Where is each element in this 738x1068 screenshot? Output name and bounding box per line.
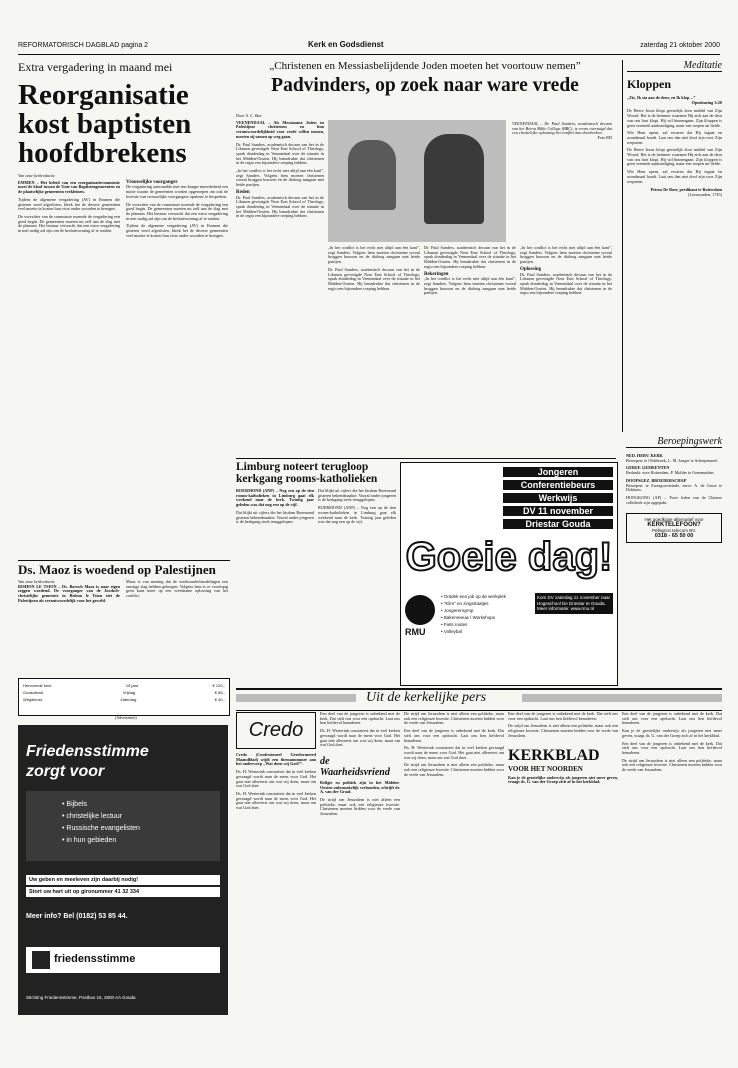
fs-title2: zorgt voor xyxy=(26,763,105,780)
padvinders-body: Dr. Paul Sanders, academisch decaan van het in de Libanon gevestigde Near East School of Theology, sprak donderdag in Veenendaal over de situatie in het Midden-Oosten. Hij benadrukte dat christenen in de regio een bijzondere roeping hebben. xyxy=(236,141,324,166)
maoz-headline: Ds. Maoz is woedend op Palestijnen xyxy=(18,563,216,577)
pers-col4-body2: De strijd om Jeruzalem is niet alleen een politieke, maar ook een religieuze kwestie. Christenen moeten bidden voor de vrede van Jeruzalem. xyxy=(508,723,618,738)
classified-cell: Zaterdag xyxy=(120,697,137,702)
meditatie-ref: Openbaring 3:20 xyxy=(691,99,722,105)
rmu-item: • "Klim" en zingstraatjes xyxy=(441,601,489,606)
rmu-ad xyxy=(400,462,618,686)
credo-body-repeat: Ds. H. Westerink constateert dat in veel kerken gevraagd wordt naar de mens voor God. Het gaat niet allereerst om wat wij doen, maar om wat God doet. xyxy=(236,790,316,811)
pers-col3-body: De strijd om Jeruzalem is niet alleen een politieke, maar ook een religieuze kwestie. Christenen moeten bidden voor de vrede van Jeruzalem. xyxy=(404,712,504,726)
header-center: Kerk en Godsdienst xyxy=(308,40,384,49)
waarheidsvriend-sub: Religie en politiek zijn in het Midden-Oosten onlosmakelijk verbonden, schrijft dr. A. van der Graaf. xyxy=(320,779,400,795)
pellegron-line1: Het goedkope alternatief voor xyxy=(644,517,704,523)
meditatie-title: Kloppen xyxy=(627,77,672,91)
limburg-headline: Limburg noteert terugloop kerkgang rooms-katholieken xyxy=(236,462,378,485)
credo-title: Credo xyxy=(236,712,316,749)
kerkblad-body: Kan je de geestelijke onderwijs als jongeren niet meer geven, vraagt ds. G. van der Groep zich af in het kerkblad. xyxy=(508,774,618,785)
pers-col3 xyxy=(404,712,504,1012)
padvinders-col4-body2: Dr. Paul Sanders, academisch decaan van het in de Libanon gevestigde Near East School of Theology, sprak donderdag in Veenendaal over de situatie in het Midden-Oosten. Hij benadrukte dat christenen in de regio een bijzondere roeping hebben. xyxy=(520,271,612,296)
pers-banner xyxy=(236,688,722,711)
classified-cell: € 120,- xyxy=(212,683,225,688)
meditatie-body2-repeat: Wie Hem opent, zal ervaren dat Hij ingaat en avondmaal houdt. Laat ons dan niet doof zijn voor Zijn roepstem. xyxy=(627,169,722,184)
rmu-item: • Ontdek een job op de werkplek xyxy=(441,594,506,599)
classified-cell: € 85,- xyxy=(214,690,225,695)
pellegron-line4: 0318 - 65 50 00 xyxy=(654,533,694,540)
pers-col2-body2: Ds. H. Westerink constateert dat in veel kerken gevraagd wordt naar de mens voor God. Het gaat niet allereerst om wat wij doen, maar om wat God doet. xyxy=(320,728,400,748)
fs-giro: Stort uw hart uit op gironummer 41 32 334 xyxy=(26,887,220,897)
beroeping-s3: DOOPSGEZ. BROEDERSCHAP xyxy=(626,477,687,483)
limburg-lead-col2: ROERMOND (ANP) – Nog een op de tien rooms-katholieken in Limburg gaat elk weekend naar de kerk. Twintig jaar geleden was dat nog een op de vijf. xyxy=(318,505,396,525)
beroeping-tag: Beroepingswerk xyxy=(626,436,722,448)
pellegron-ad xyxy=(626,513,722,543)
padvinders-col3-body2: „In het conflict is het recht niet altijd aan één kant”, zegt Sanders. Volgens hem moeten christenen vooral bruggen bouwen en de dialoog aangaan met beide partijen. xyxy=(424,276,516,296)
pers-col5-body3: Een deel van de jongeren is onbekend met de kerk. Dat stelt ons voor een opdracht. Laat ons hen liefdevol benaderen. xyxy=(622,740,722,755)
baptisten-body3: De vergadering aanvaardde met een krappe meerderheid een motie waarin de gemeenten worden opgeroepen om ook de kwestie van vrouwelijke voorgangers opnieuw te bespreken. xyxy=(126,184,228,199)
pers-col5-body4: De strijd om Jeruzalem is niet alleen een politieke, maar ook een religieuze kwestie. Christenen moeten bidden voor de vrede van Jeruzalem. xyxy=(622,757,722,773)
rmu-logo-icon xyxy=(405,595,435,625)
fs-bullet: • Russische evangelisten xyxy=(62,825,140,832)
padvinders-body-repeat: Dr. Paul Sanders, academisch decaan van het in de Libanon gevestigde Near East School of Theology, sprak donderdag in Veenendaal over de situatie in het Midden-Oosten. Hij benadrukte dat christenen in de regio een bijzondere roeping hebben. xyxy=(236,194,324,219)
padvinders-article xyxy=(236,60,614,455)
classified-row xyxy=(23,689,225,696)
fs-photo xyxy=(26,791,220,861)
limburg-body: Dat blijkt uit cijfers die het bisdom Roermond gisteren bekendmaakte. Vooral onder jongeren is de kerkgang sterk teruggelopen. xyxy=(236,509,314,525)
pers-col5-body2: Kan je de geestelijke onderwijs als jongeren niet meer geven, vraagt ds. G. van der Groep zich af in het kerkblad. xyxy=(622,728,722,738)
credo-column xyxy=(236,712,316,1012)
rmu-place: Driestar Gouda xyxy=(503,519,613,529)
beroepingswerk xyxy=(622,436,722,686)
baptisten-subhead: Vrouwelijke voorganger xyxy=(126,179,178,185)
maoz-body: Maoz is van mening dat de vredesonderhandelingen een ernstige slag hebben gekregen. Volgens hem is er voorlopig geen kans meer op een vreedzame oplossing van het conflict. xyxy=(126,579,228,599)
pers-col2-body: Een deel van de jongeren is onbekend met de kerk. Dat stelt ons voor een opdracht. Laat ons hen liefdevol benaderen. xyxy=(320,712,400,726)
credo-sub: Credo (Confessioneel Gereformeerd Maandblad) wijdt een themanummer aan het onderwerp „Wat doen wij God?”. xyxy=(236,752,316,767)
beroeping-s4-text: HONGKONG (AP) – Twee leden van de Chinese volkskerk zijn opgepakt. xyxy=(626,494,722,505)
padvinders-subhead: Reden xyxy=(236,189,250,195)
meditatie-body: De Heere Jezus klopt geestelijk door middel van Zijn Woord. Het is de herinner waarmee Hij zich aan de deur van ons hart klopt. Hij wil binnengaan. Zijn kloppen is geen vreemde aankondiging, maar een roepen uit liefde. xyxy=(627,108,722,128)
padvinders-kicker: „Christenen en Messiasbelijdende Joden moeten het voortouw nemen” xyxy=(269,60,581,72)
padvinders-col3-body: Dr. Paul Sanders, academisch decaan van het in de Libanon gevestigde Near East School of Theology, sprak donderdag in Veenendaal over de situatie in het Midden-Oosten. Hij benadrukte dat christenen in de regio een bijzondere roeping hebben. xyxy=(424,245,516,269)
page-header xyxy=(18,38,720,55)
rmu-item: • Jongerensymp xyxy=(441,608,474,613)
fs-logo-box xyxy=(26,947,220,973)
baptisten-byline: Van onze kerkredactie xyxy=(18,173,55,178)
classified-cell: 15 jaar xyxy=(125,683,139,688)
baptisten-article xyxy=(18,60,228,560)
classified-cell: Hervormde kerk xyxy=(23,683,52,688)
sanders-photo xyxy=(328,120,506,242)
padvinders-col4-body: „In het conflict is het recht niet altijd aan één kant”, zegt Sanders. Volgens hem moeten christenen vooral bruggen bouwen en de dialoog aangaan met beide partijen. xyxy=(520,245,612,265)
baptisten-body2-repeat: De voorzitter van de commissie noemde de vergadering een goed begin. De gemeenten moeten nu zelf aan de slag met de plannen. Het bestuur verwacht dat een extra vergadering in mei nodig zal zijn om de besluitvorming af te ronden. xyxy=(126,201,228,221)
rmu-item: • Volleybal xyxy=(441,629,462,634)
maoz-lead: RISHON LE TSION – Ds. Baruch Maoz is naar eigen zeggen woedend. De voorganger van de Joodsch-christelijke gemeente in Rishon le Tsion ziet de Palestijnen als verantwoordelijk voor het geweld. xyxy=(18,583,120,603)
beroeping-s1: NED. HERV. KERK xyxy=(626,453,663,458)
pers-col5-body: Een deel van de jongeren is onbekend met de kerk. Dat stelt ons voor een opdracht. Laat ons hen liefdevol benaderen. xyxy=(622,712,722,726)
fs-bullet: • Bijbels xyxy=(62,801,88,808)
meditatie-body2: Wie Hem opent, zal ervaren dat Hij ingaat en avondmaal houdt. Laat ons dan niet doof zijn voor Zijn roepstem. xyxy=(627,130,722,145)
beroeping-s3-text: Beroepen: te Zwaagwesteinde, mevr. A. de Groot te Dokkum. xyxy=(626,482,722,493)
maoz-article xyxy=(18,563,228,673)
limburg-body-col2: Dat blijkt uit cijfers die het bisdom Roermond gisteren bekendmaakte. Vooral onder jongeren is de kerkgang sterk teruggelopen. xyxy=(318,488,396,503)
classified-row xyxy=(23,682,225,689)
classified-cell: € 40,- xyxy=(214,697,225,702)
rmu-big: Goeie dag! xyxy=(405,535,613,579)
meditatie xyxy=(622,60,722,432)
padvinders-headline: Padvinders, op zoek naar ware vrede xyxy=(271,75,579,96)
waarheidsvriend-body: De strijd om Jeruzalem is niet alleen een politieke, maar ook een religieuze kwestie. Christenen moeten bidden voor de vrede van Jeruzalem. xyxy=(320,797,400,817)
pers-col3-body3: Ds. H. Westerink constateert dat in veel kerken gevraagd wordt naar de mens voor God. Het gaat niet allereerst om wat wij doen, maar om wat God doet. xyxy=(404,745,504,760)
baptisten-body1-repeat: Tijdens de algemene vergadering (AV) in Emmen die gisteren werd afgesloten, bleek het de diverse gemeenten veel moeite te kosten hun visie onder woorden te brengen. xyxy=(126,223,228,238)
baptisten-headline: Reorganisatie kost baptisten hoofdbrekens xyxy=(18,79,192,169)
fs-logo: friedensstimme xyxy=(54,953,136,965)
beroeping-s1-text: Beroepen: te Oldebroek, L. M. Jonger te Scherpenzeel. xyxy=(626,457,719,463)
limburg-lead: ROERMOND (ANP) – Nog een op de tien rooms-katholieken in Limburg gaat elk weekend naar de kerk. Twintig jaar geleden was dat nog een op de vijf. xyxy=(236,488,314,508)
fs-logo-icon xyxy=(32,951,50,969)
maoz-byline: Van onze kerkredactie xyxy=(18,579,55,584)
fs-info: Meer info? Bel (0182) 53 85 44. xyxy=(26,913,128,920)
pellegron-line2: KERKTELEFOON? xyxy=(647,522,701,529)
classified-cell: Godsdienst xyxy=(23,690,44,695)
pers-col5 xyxy=(622,712,722,1012)
padvinders-col2-body2: Dr. Paul Sanders, academisch decaan van het in de Libanon gevestigde Near East School of Theology, sprak donderdag in Veenendaal over de situatie in het Midden-Oosten. Hij benadrukte dat christenen in de regio een bijzondere roeping hebben. xyxy=(328,266,420,291)
meditatie-body-repeat: De Heere Jezus klopt geestelijk door middel van Zijn Woord. Het is de herinner waarmee Hij zich aan de deur van ons hart klopt. Hij wil binnengaan. Zijn kloppen is geen vreemde aankondiging, maar een roepen uit liefde. xyxy=(627,147,722,167)
rmu-side: Kom DV zaterdag 11 november naar Hogeschool De Driestar te Gouda. Meer informatie: www.rmu.nl xyxy=(535,593,613,614)
adv-label: (Advertentie) xyxy=(115,715,137,720)
limburg-article xyxy=(236,462,396,684)
pers-col2 xyxy=(320,712,400,1012)
fs-title1: Friedensstimme xyxy=(26,743,149,760)
meditatie-quote: „Zie, Ik sta aan de deur, en Ik klop…” xyxy=(627,95,696,100)
pers-col4-body: Een deel van de jongeren is onbekend met de kerk. Dat stelt ons voor een opdracht. Laat ons hen liefdevol benaderen. xyxy=(508,712,618,721)
meditatie-tag: Meditatie xyxy=(627,60,722,72)
baptisten-kicker: Extra vergadering in maand mei xyxy=(18,60,173,74)
header-right: zaterdag 21 oktober 2000 xyxy=(640,42,720,49)
fs-bullet: • christelijke lectuur xyxy=(62,813,123,820)
meditatie-author-ref: (Leeuwarden, 1745) xyxy=(688,191,722,197)
photo-caption: VEENENDAAL – Dr. Paul Sanders, academisch decaan van het Beirut Bible College (BBC), is ervan overtuigd dat een christelijke oplossing het conflict kan doorbreken. xyxy=(512,121,612,136)
rmu-line3: Werkwijs xyxy=(503,493,613,503)
baptisten-body1: Tijdens de algemene vergadering (AV) in Emmen die gisteren werd afgesloten, bleek het de diverse gemeenten veel moeite te kosten hun visie onder woorden te brengen. xyxy=(18,196,120,212)
kerkblad-title: KERKBLAD xyxy=(508,746,600,764)
credo-body: Ds. H. Westerink constateert dat in veel kerken gevraagd wordt naar de mens voor God. Het gaat niet allereerst om wat wij doen, maar om wat God doet. xyxy=(236,769,316,789)
padvinders-col2-body: „In het conflict is het recht niet altijd aan één kant”, zegt Sanders. Volgens hem moeten christenen vooral bruggen bouwen en de dialoog aangaan met beide partijen. xyxy=(328,245,420,265)
pers-col3-body2: Een deel van de jongeren is onbekend met de kerk. Dat stelt ons voor een opdracht. Laat ons hen liefdevol benaderen. xyxy=(404,728,504,743)
pellegron-line3: Pellegron telecom BV. xyxy=(651,528,697,534)
baptisten-body2: De voorzitter van de commissie noemde de vergadering een goed begin. De gemeenten moeten nu zelf aan de slag met de plannen. Het bestuur verwacht dat een extra vergadering in mei nodig zal zijn om de besluitvorming af te ronden. xyxy=(18,213,120,234)
padvinders-lead: VEENENDAAL – Als Messiaanse Joden en Palestijnse christenen en hun verantwoordelijkheid voor vrede willen nemen, moeten zij samen op weg gaan. xyxy=(236,119,324,139)
waarheidsvriend-title: de Waarheidsvriend xyxy=(320,755,390,778)
photo-credit: Foto RD xyxy=(597,135,612,141)
beroeping-s2-text: Bedankt: voor Rotterdam, P. Mulder te Genemuiden. xyxy=(626,470,715,476)
rmu-item: • Bakenreeuw / Workshops xyxy=(441,615,496,620)
friedensstimme-ad xyxy=(18,725,228,1015)
baptisten-lead: EMMEN – Het beleid van een reorganisatiecommissie moet de kloof tussen de Unie van Baptistengemeenten en de plaatselijke gemeenten verkleinen. xyxy=(18,179,120,195)
padvinders-body2: „In het conflict is het recht niet altijd aan één kant”, zegt Sanders. Volgens hem moeten christenen vooral bruggen bouwen en de dialoog aangaan met beide partijen. xyxy=(236,168,324,188)
beroeping-s2: GEREF. GEMEENTEN xyxy=(626,465,670,471)
rmu-line2: Conferentiebeurs xyxy=(503,480,613,490)
padvinders-subhead3: Oplossing xyxy=(520,266,542,272)
classified-box xyxy=(18,678,230,716)
pers-banner-title: Uit de kerkelijke pers xyxy=(366,690,487,705)
padvinders-subhead2: Bekeringen xyxy=(424,271,449,277)
pers-col3-body4: De strijd om Jeruzalem is niet alleen een politieke, maar ook een religieuze kwestie. Christenen moeten bidden voor de vrede van Jeruzalem. xyxy=(404,762,504,777)
rmu-date: DV 11 november xyxy=(503,506,613,516)
pers-col4 xyxy=(508,712,618,1012)
padvinders-byline: Door S. C. Bax xyxy=(236,113,262,118)
classified-cell: Vrijdag xyxy=(122,690,136,695)
meditatie-author: Petrus De Boer, predikant te Rotterdam xyxy=(650,187,722,193)
fs-mid: Uw geben en meeleven zijn daarbij nodig! xyxy=(26,875,220,885)
classified-cell: Wegdienst xyxy=(23,697,42,702)
rmu-logo: RMU xyxy=(405,627,426,637)
fs-footer: Stichting Friedensstimme, Postbus 15, 2800 AA Gouda xyxy=(26,995,136,1000)
rmu-item: • Fiets routes xyxy=(441,622,468,627)
rmu-line1: Jongeren xyxy=(503,467,613,477)
header-left: REFORMATORISCH DAGBLAD pagina 2 xyxy=(18,42,149,49)
fs-bullet: • in hun gebieden xyxy=(62,837,117,844)
classified-row xyxy=(23,696,225,703)
kerkblad-sub: VOOR HET NOORDEN xyxy=(508,764,583,773)
